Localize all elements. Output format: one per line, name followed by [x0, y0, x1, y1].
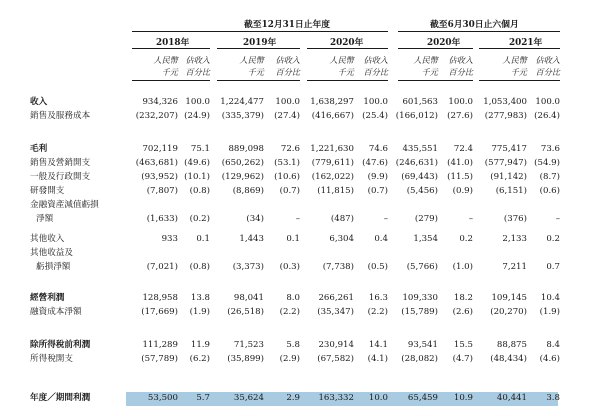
pct-of-revenue-header: 佔收入	[185, 55, 210, 65]
amount-cell: 163,332	[318, 393, 354, 403]
amount-cell: (11,815)	[317, 186, 354, 196]
percent-cell: 74.6	[368, 144, 388, 154]
percent-cell: 5.7	[196, 393, 210, 403]
row-label: 年度／期間利潤	[30, 393, 91, 403]
rmb-thousands-header: 人民幣	[329, 55, 354, 65]
pct-of-revenue-header: 佔收入	[535, 55, 560, 65]
percent-cell: (0.7)	[367, 186, 388, 196]
row-label: 研發開支	[30, 186, 65, 196]
amount-cell: (5,766)	[406, 262, 438, 272]
amount-cell: (69,443)	[401, 172, 438, 182]
percent-cell: 16.3	[368, 293, 388, 303]
amount-cell: (577,947)	[484, 158, 527, 168]
amount-cell: 702,119	[142, 144, 178, 154]
percent-cell: 3.8	[546, 393, 560, 403]
percent-cell: (1.9)	[539, 307, 560, 317]
percent-cell: 73.6	[540, 144, 560, 154]
header-rule-full-year	[132, 31, 388, 32]
year-rule	[479, 48, 560, 49]
amount-cell: (67,582)	[317, 354, 354, 364]
amount-cell: (7,807)	[146, 186, 178, 196]
rmb-thousands-header: 人民幣	[413, 55, 438, 65]
amount-cell: (246,631)	[395, 158, 438, 168]
amount-cell: 230,914	[318, 340, 354, 350]
percent-cell: (2.2)	[279, 307, 300, 317]
pct-of-revenue-header: 百分比	[275, 67, 300, 77]
percent-cell: (53.1)	[274, 158, 300, 168]
percent-cell: (27.6)	[447, 111, 473, 121]
row-label: 虧損淨額	[36, 262, 71, 272]
pct-of-revenue-header: 百分比	[185, 67, 210, 77]
amount-cell: (166,012)	[395, 111, 438, 121]
percent-cell: 0.1	[286, 234, 300, 244]
period-full-year-header: 截至12月31日止年度	[244, 20, 331, 30]
amount-cell: (162,022)	[311, 172, 354, 182]
year-rule	[132, 48, 210, 49]
period-six-months-header: 截至6月30日止六個月	[430, 20, 519, 30]
amount-cell: (650,262)	[221, 158, 264, 168]
rmb-thousands-header: 人民幣	[502, 55, 527, 65]
percent-cell: (41.0)	[447, 158, 473, 168]
percent-cell: –	[383, 214, 388, 224]
row-label: 銷售及服務成本	[30, 111, 91, 121]
rmb-thousands-header: 人民幣	[239, 55, 264, 65]
subheader-rule	[132, 80, 210, 81]
pct-of-revenue-header: 百分比	[363, 67, 388, 77]
amount-cell: 933	[161, 234, 178, 244]
amount-cell: (17,669)	[141, 307, 178, 317]
percent-cell: (8.7)	[539, 172, 560, 182]
amount-cell: (28,082)	[401, 354, 438, 364]
amount-cell: 889,098	[228, 144, 264, 154]
amount-cell: (7,021)	[146, 262, 178, 272]
percent-cell: (0.3)	[279, 262, 300, 272]
pct-of-revenue-header: 百分比	[448, 67, 473, 77]
year-header-2020-full: 2020年	[330, 38, 364, 48]
percent-cell: (0.6)	[539, 186, 560, 196]
amount-cell: 111,289	[142, 340, 178, 350]
year-header-2021-half: 2021年	[509, 38, 543, 48]
percent-cell: 13.8	[190, 293, 210, 303]
percent-cell: 8.0	[286, 293, 300, 303]
amount-cell: 65,459	[407, 393, 438, 403]
amount-cell: (277,983)	[484, 111, 527, 121]
amount-cell: (91,142)	[490, 172, 527, 182]
amount-cell: (129,962)	[221, 172, 264, 182]
amount-cell: (35,899)	[227, 354, 264, 364]
year-header-2019: 2019年	[243, 38, 277, 48]
amount-cell: 2,133	[502, 234, 527, 244]
percent-cell: 10.4	[540, 293, 560, 303]
pct-of-revenue-header: 佔收入	[363, 55, 388, 65]
rmb-thousands-header: 千元	[247, 67, 264, 77]
percent-cell: (0.8)	[189, 186, 210, 196]
percent-cell: (9.9)	[367, 172, 388, 182]
row-label: 經營利潤	[30, 293, 65, 303]
percent-cell: (10.6)	[274, 172, 300, 182]
year-header-2018: 2018年	[156, 38, 190, 48]
amount-cell: (232,207)	[135, 111, 178, 121]
subheader-rule	[479, 80, 560, 81]
row-label: 毛利	[30, 144, 48, 154]
percent-cell: 0.7	[546, 262, 560, 272]
percent-cell: (6.2)	[189, 354, 210, 364]
percent-cell: (0.2)	[189, 214, 210, 224]
percent-cell: 10.9	[453, 393, 473, 403]
rmb-thousands-header: 千元	[510, 67, 527, 77]
row-label: 除所得稅前利潤	[30, 340, 91, 350]
rmb-thousands-header: 千元	[337, 67, 354, 77]
percent-cell: –	[295, 214, 300, 224]
row-label: 融資成本淨額	[30, 307, 82, 317]
percent-cell: (0.8)	[189, 262, 210, 272]
amount-cell: (35,347)	[317, 307, 354, 317]
amount-cell: 109,330	[402, 293, 438, 303]
amount-cell: (34)	[246, 214, 264, 224]
percent-cell: 11.9	[190, 340, 210, 350]
percent-cell: 0.4	[374, 234, 388, 244]
percent-cell: 72.6	[280, 144, 300, 154]
percent-cell: –	[555, 214, 560, 224]
year-header-2020-half: 2020年	[427, 38, 461, 48]
amount-cell: (279)	[414, 214, 438, 224]
amount-cell: (3,373)	[232, 262, 264, 272]
percent-cell: 0.2	[459, 234, 473, 244]
percent-cell: (11.5)	[447, 172, 473, 182]
percent-cell: (2.2)	[367, 307, 388, 317]
amount-cell: 93,541	[407, 340, 438, 350]
amount-cell: 775,417	[491, 144, 527, 154]
amount-cell: (20,270)	[490, 307, 527, 317]
amount-cell: (15,789)	[401, 307, 438, 317]
amount-cell: (487)	[330, 214, 354, 224]
percent-cell: (10.1)	[184, 172, 210, 182]
amount-cell: 1,224,477	[220, 97, 264, 107]
amount-cell: (6,151)	[495, 186, 527, 196]
percent-cell: 0.2	[546, 234, 560, 244]
percent-cell: 100.0	[185, 97, 210, 107]
amount-cell: (5,456)	[406, 186, 438, 196]
amount-cell: 88,875	[496, 340, 527, 350]
percent-cell: 100.0	[363, 97, 388, 107]
amount-cell: 53,500	[147, 393, 178, 403]
amount-cell: 71,523	[233, 340, 264, 350]
percent-cell: 100.0	[535, 97, 560, 107]
amount-cell: 128,958	[142, 293, 178, 303]
percent-cell: (4.6)	[539, 354, 560, 364]
amount-cell: 1,354	[413, 234, 438, 244]
amount-cell: (57,789)	[141, 354, 178, 364]
amount-cell: 7,211	[502, 262, 527, 272]
pct-of-revenue-header: 佔收入	[448, 55, 473, 65]
amount-cell: (48,434)	[490, 354, 527, 364]
amount-cell: 435,551	[402, 144, 438, 154]
percent-cell: 100.0	[448, 97, 473, 107]
amount-cell: (335,379)	[221, 111, 264, 121]
percent-cell: 18.2	[453, 293, 473, 303]
amount-cell: 601,563	[402, 97, 438, 107]
percent-cell: (27.4)	[274, 111, 300, 121]
percent-cell: (1.9)	[189, 307, 210, 317]
amount-cell: (8,869)	[232, 186, 264, 196]
amount-cell: 1,221,630	[310, 144, 354, 154]
percent-cell: 100.0	[275, 97, 300, 107]
percent-cell: (0.5)	[367, 262, 388, 272]
subheader-rule	[398, 80, 473, 81]
percent-cell: (49.6)	[184, 158, 210, 168]
amount-cell: 1,053,400	[483, 97, 527, 107]
percent-cell: (2.6)	[452, 307, 473, 317]
subheader-rule	[307, 80, 388, 81]
percent-cell: (4.7)	[452, 354, 473, 364]
percent-cell: 10.0	[368, 393, 388, 403]
percent-cell: 15.5	[453, 340, 473, 350]
amount-cell: (1,633)	[146, 214, 178, 224]
percent-cell: 0.1	[196, 234, 210, 244]
amount-cell: 934,326	[142, 97, 178, 107]
percent-cell: 72.4	[453, 144, 473, 154]
percent-cell: (1.0)	[452, 262, 473, 272]
amount-cell: 35,624	[233, 393, 264, 403]
amount-cell: 6,304	[329, 234, 354, 244]
row-label: 金融資產減值虧損	[30, 200, 99, 210]
amount-cell: 266,261	[318, 293, 354, 303]
percent-cell: (26.4)	[534, 111, 560, 121]
row-label: 一般及行政開支	[30, 172, 91, 182]
row-label: 其他收益及	[30, 248, 73, 258]
amount-cell: (416,667)	[311, 111, 354, 121]
amount-cell: (7,738)	[322, 262, 354, 272]
year-rule	[217, 48, 300, 49]
percent-cell: (24.9)	[184, 111, 210, 121]
row-label: 所得稅開支	[30, 354, 73, 364]
amount-cell: (26,518)	[227, 307, 264, 317]
amount-cell: 1,443	[239, 234, 264, 244]
percent-cell: (0.9)	[452, 186, 473, 196]
rmb-thousands-header: 千元	[421, 67, 438, 77]
amount-cell: (376)	[503, 214, 527, 224]
amount-cell: 40,441	[496, 393, 527, 403]
amount-cell: 1,638,297	[310, 97, 354, 107]
amount-cell: 109,145	[491, 293, 527, 303]
percent-cell: (4.1)	[367, 354, 388, 364]
row-label: 其他收入	[30, 234, 65, 244]
percent-cell: –	[468, 214, 473, 224]
percent-cell: 14.1	[368, 340, 388, 350]
amount-cell: (463,681)	[135, 158, 178, 168]
year-rule	[398, 48, 473, 49]
pct-of-revenue-header: 百分比	[535, 67, 560, 77]
rmb-thousands-header: 千元	[161, 67, 178, 77]
row-label: 淨額	[36, 214, 54, 224]
year-rule	[307, 48, 388, 49]
percent-cell: 5.8	[286, 340, 300, 350]
subheader-rule	[217, 80, 300, 81]
header-rule-six-months	[398, 31, 560, 32]
percent-cell: (25.4)	[362, 111, 388, 121]
percent-cell: (47.6)	[362, 158, 388, 168]
percent-cell: (54.9)	[534, 158, 560, 168]
row-label: 收入	[30, 97, 48, 107]
percent-cell: 2.9	[286, 393, 300, 403]
pct-of-revenue-header: 佔收入	[275, 55, 300, 65]
amount-cell: (779,611)	[311, 158, 354, 168]
percent-cell: (2.9)	[279, 354, 300, 364]
percent-cell: 8.4	[546, 340, 560, 350]
rmb-thousands-header: 人民幣	[153, 55, 178, 65]
amount-cell: 98,041	[233, 293, 264, 303]
row-label: 銷售及營銷開支	[30, 158, 91, 168]
percent-cell: (0.7)	[279, 186, 300, 196]
percent-cell: 75.1	[190, 144, 210, 154]
amount-cell: (93,952)	[141, 172, 178, 182]
